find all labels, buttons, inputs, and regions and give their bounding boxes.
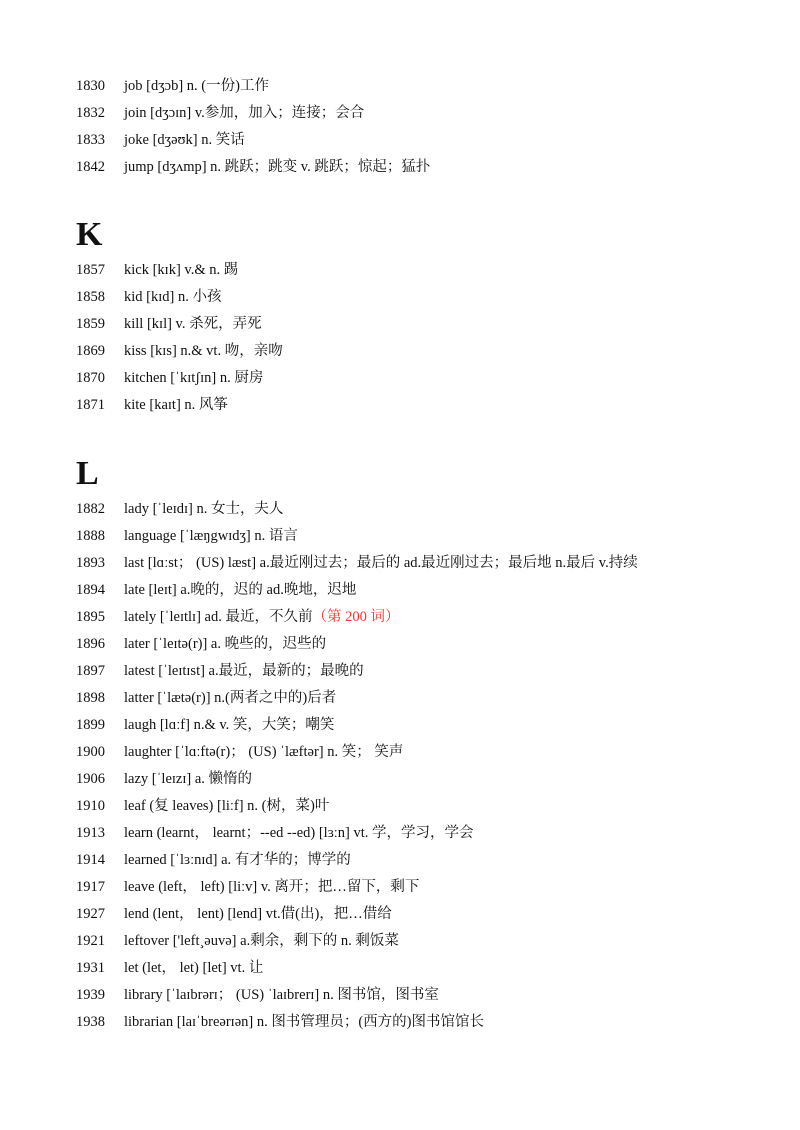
entry-row <box>76 606 399 628</box>
entry-row <box>76 286 221 308</box>
entry-number: 1894 <box>76 582 105 598</box>
entry-text: leftover ['left¸əuvə] a.剩余，剩下的 n. 剩饭菜 <box>124 933 399 949</box>
entry-number: 1910 <box>76 798 105 814</box>
entry-number: 1896 <box>76 636 105 652</box>
entry-row <box>76 741 403 763</box>
entry-text: kick [kɪk] v.& n. 踢 <box>124 262 239 278</box>
entry-text: joke [dʒəʊk] n. 笑话 <box>124 132 245 148</box>
entry-row <box>76 552 638 574</box>
entry-text: kiss [kɪs] n.& vt. 吻，亲吻 <box>124 343 283 359</box>
entry-text: library [ˈlaɪbrərɪ； (US) ˈlaɪbrerɪ] n. 图书馆，图书室 <box>124 987 439 1003</box>
entry-text: kite [kaɪt] n. 风筝 <box>124 397 228 413</box>
entry-number: 1898 <box>76 690 105 706</box>
entry-row <box>76 340 283 362</box>
entry-number: 1921 <box>76 933 105 949</box>
entry-number: 1882 <box>76 501 105 517</box>
entry-text: late [leɪt] a.晚的，迟的 ad.晚地，迟地 <box>124 582 357 598</box>
entry-row <box>76 930 399 952</box>
entry-number: 1833 <box>76 132 105 148</box>
entry-number: 1914 <box>76 852 105 868</box>
entry-text: last [lɑːst； (US) læst] a.最近刚过去；最后的 ad.最近刚过去；最后地 n.最后 v.持续 <box>124 555 638 571</box>
entry-row <box>76 525 298 547</box>
entry-row <box>76 129 245 151</box>
entry-row <box>76 903 392 925</box>
entry-text: laughter [ˈlɑːftə(r)； (US) ˈlæftər] n. 笑； 笑声 <box>124 744 404 760</box>
entry-number: 1900 <box>76 744 105 760</box>
entry-row <box>76 75 269 97</box>
entry-number: 1931 <box>76 960 105 976</box>
entry-number: 1917 <box>76 879 105 895</box>
word-count-note: （第 200 词） <box>312 609 400 625</box>
section-heading-k: K <box>76 216 103 253</box>
entry-text: latter [ˈlætə(r)] n.(两者之中的)后者 <box>124 690 337 706</box>
entry-number: 1899 <box>76 717 105 733</box>
entry-text: lazy [ˈleɪzɪ] a. 懒惰的 <box>124 771 253 787</box>
entry-number: 1906 <box>76 771 105 787</box>
entry-text: learn (learnt， learnt；--ed --ed) [lɜːn] vt. 学，学习，学会 <box>124 825 474 841</box>
entry-row <box>76 687 336 709</box>
entry-text: kill [kɪl] v. 杀死，弄死 <box>124 316 262 332</box>
entry-text: laugh [lɑːf] n.& v. 笑，大笑；嘲笑 <box>124 717 335 733</box>
entry-text: lately [ˈleɪtlɪ] ad. 最近，不久前 <box>124 609 313 625</box>
entry-number: 1830 <box>76 78 105 94</box>
entry-text: leave (left， left) [liːv] v. 离开；把…留下，剩下 <box>124 879 420 895</box>
entry-row <box>76 660 364 682</box>
entry-text: jump [dʒʌmp] n. 跳跃；跳变 v. 跳跃；惊起；猛扑 <box>124 159 431 175</box>
entry-row <box>76 579 356 601</box>
entry-number: 1895 <box>76 609 105 625</box>
entry-row <box>76 102 364 124</box>
entry-number: 1913 <box>76 825 105 841</box>
entry-number: 1897 <box>76 663 105 679</box>
entry-row <box>76 259 238 281</box>
section-heading-l: L <box>76 455 99 492</box>
entry-row <box>76 876 419 898</box>
entry-row <box>76 714 334 736</box>
entry-row <box>76 822 474 844</box>
entry-text: learned [ˈlɜːnɪd] a. 有才华的；博学的 <box>124 852 351 868</box>
entry-number: 1869 <box>76 343 105 359</box>
entry-number: 1893 <box>76 555 105 571</box>
entry-number: 1858 <box>76 289 105 305</box>
entry-text: leaf (复 leaves) [liːf] n. (树，菜)叶 <box>124 798 330 814</box>
entry-row <box>76 849 351 871</box>
entry-number: 1938 <box>76 1014 105 1030</box>
entry-row <box>76 633 326 655</box>
entry-number: 1927 <box>76 906 105 922</box>
entry-text: later [ˈleɪtə(r)] a. 晚些的，迟些的 <box>124 636 327 652</box>
entry-row <box>76 957 263 979</box>
entry-row <box>76 795 329 817</box>
entry-row <box>76 156 430 178</box>
entry-row <box>76 394 228 416</box>
entry-text: lend (lent， lent) [lend] vt.借(出)，把…借给 <box>124 906 392 922</box>
entry-number: 1870 <box>76 370 105 386</box>
entry-text: lady [ˈleɪdɪ] n. 女士，夫人 <box>124 501 284 517</box>
entry-text: latest [ˈleɪtɪst] a.最近，最新的；最晚的 <box>124 663 364 679</box>
entry-text: kid [kɪd] n. 小孩 <box>124 289 222 305</box>
entry-number: 1888 <box>76 528 105 544</box>
entry-number: 1939 <box>76 987 105 1003</box>
entry-number: 1859 <box>76 316 105 332</box>
entry-number: 1832 <box>76 105 105 121</box>
entry-text: let (let， let) [let] vt. 让 <box>124 960 264 976</box>
entry-text: join [dʒɔɪn] v.参加，加入；连接；会合 <box>124 105 365 121</box>
entry-row <box>76 984 439 1006</box>
entry-text: language [ˈlæŋgwɪdʒ] n. 语言 <box>124 528 298 544</box>
entry-row <box>76 1011 484 1033</box>
entry-text: kitchen [ˈkɪtʃɪn] n. 厨房 <box>124 370 264 386</box>
entry-number: 1842 <box>76 159 105 175</box>
entry-row <box>76 768 252 790</box>
entry-text: librarian [laɪˈbreərɪən] n. 图书管理员；(西方的)图书馆馆长 <box>124 1014 484 1030</box>
entry-row <box>76 498 283 520</box>
entry-number: 1871 <box>76 397 105 413</box>
entry-number: 1857 <box>76 262 105 278</box>
entry-text: job [dʒɔb] n. (一份)工作 <box>124 78 269 94</box>
entry-row <box>76 313 262 335</box>
entry-row <box>76 367 263 389</box>
